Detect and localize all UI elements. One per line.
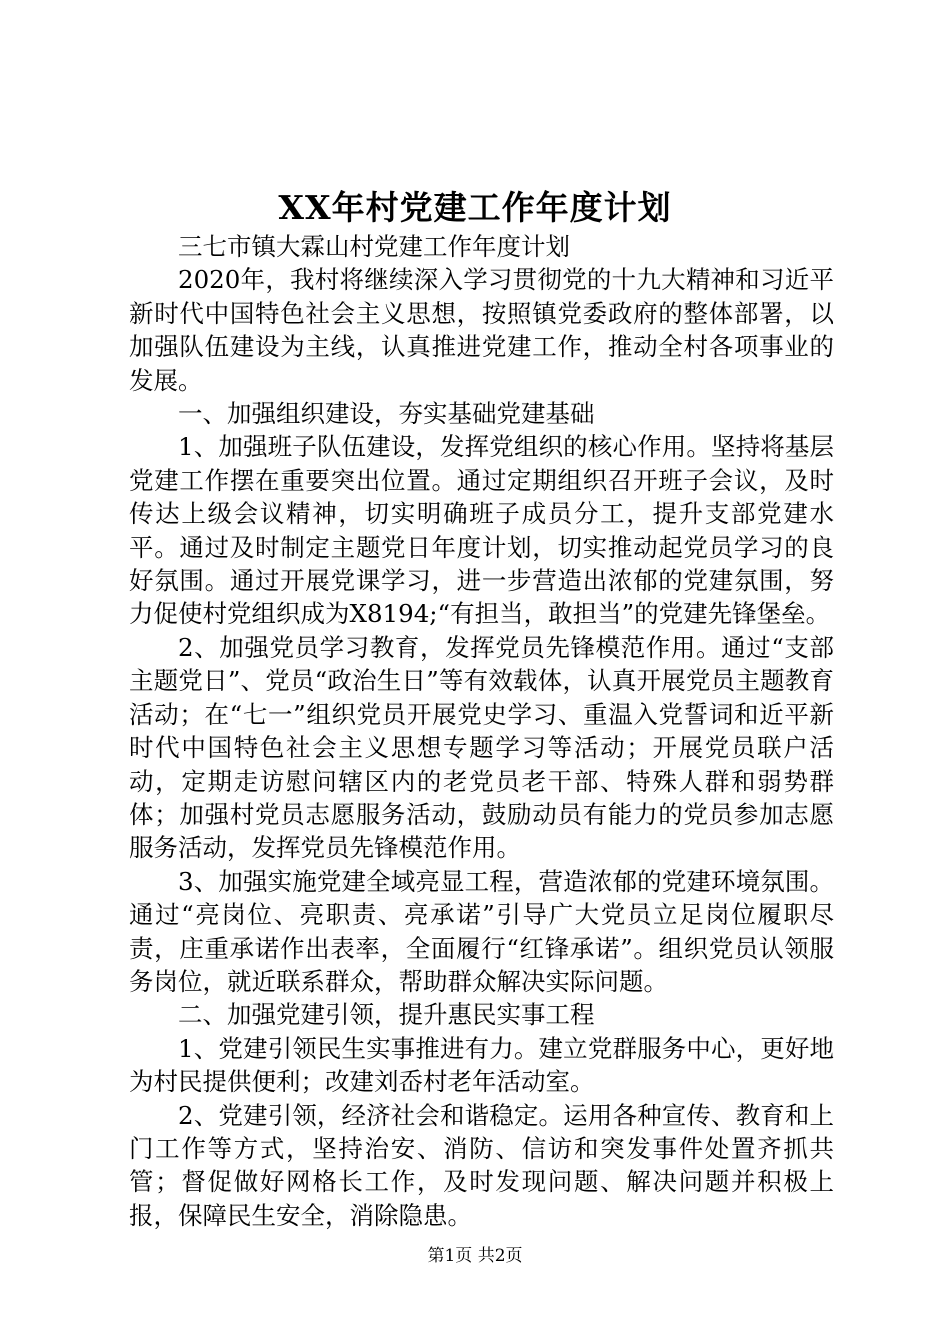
paragraph-1-3: 3、加强实施党建全域亮显工程，营造浓郁的党建环境氛围。通过“亮岗位、亮职责、亮承诺”引导广大党员立足岗位履职尽责，庄重承诺作出表率，全面履行“红锋承诺”。组织党员认领服务岗位，就近联系群众，帮助群众解决实际问题。 bbox=[129, 866, 834, 996]
paragraph-1-1: 1、加强班子队伍建设，发挥党组织的核心作用。坚持将基层党建工作摆在重要突出位置。通过定期组织召开班子会议，及时传达上级会议精神，切实明确班子成员分工，提升支部党建水平。通过及时制定主题党日年度计划，切实推动起党员学习的良好氛围。通过开展党课学习，进一步营造出浓郁的党建氛围，努力促使村党组织成为X8194;“有担当，敢担当”的党建先锋堡垒。 bbox=[129, 432, 834, 629]
document-body bbox=[129, 230, 834, 1232]
document-title: XX年村党建工作年度计划 bbox=[278, 188, 672, 227]
paragraph-subtitle: 三七市镇大霖山村党建工作年度计划 bbox=[178, 232, 570, 261]
page-footer: 第1页 共2页 bbox=[427, 1246, 523, 1266]
paragraph-2-1: 1、党建引领民生实事推进有力。建立党群服务中心，更好地为村民提供便利；改建刘岙村老年活动室。 bbox=[129, 1033, 834, 1097]
paragraph-intro: 2020年，我村将继续深入学习贯彻党的十九大精神和习近平新时代中国特色社会主义思想，按照镇党委政府的整体部署，以加强队伍建设为主线，认真推进党建工作，推动全村各项事业的发展。 bbox=[129, 265, 834, 395]
section-heading-1: 一、加强组织建设，夯实基础党建基础 bbox=[178, 399, 595, 429]
paragraph-1-2: 2、加强党员学习教育，发挥党员先锋模范作用。通过“支部主题党日”、党员“政治生日”等有效载体，认真开展党员主题教育活动；在“七一”组织党员开展党史学习、重温入党誓词和近平新时代中国特色社会主义思想专题学习等活动；开展党员联户活动，定期走访慰问辖区内的老党员老干部、特殊人群和弱势群体；加强村党员志愿服务活动，鼓励动员有能力的党员参加志愿服务活动，发挥党员先锋模范作用。 bbox=[129, 632, 834, 863]
paragraph-2-2: 2、党建引领，经济社会和谐稳定。运用各种宣传、教育和上门工作等方式，坚持治安、消防、信访和突发事件处置齐抓共管；督促做好网格长工作，及时发现问题、解决问题并积极上报，保障民生安全，消除隐患。 bbox=[129, 1100, 834, 1230]
section-heading-2: 二、加强党建引领，提升惠民实事工程 bbox=[178, 1000, 595, 1030]
